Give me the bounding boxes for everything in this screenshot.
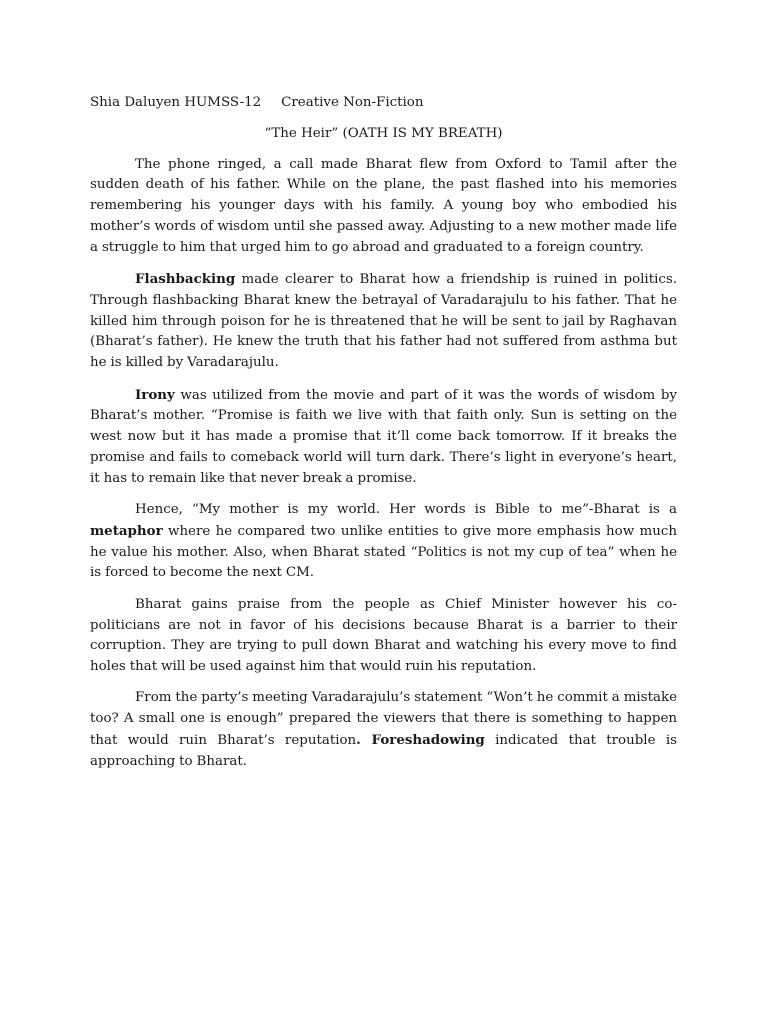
subject: Creative Non-Fiction [281, 95, 424, 110]
essay-title: “The Heir” (OATH IS MY BREATH) [264, 125, 503, 141]
bold-term: Flashbacking [135, 271, 236, 288]
paragraph-text: where he compared two unlike entities to give more emphasis how much he value his mother. Also, when Bharat stated “Politics is not my cup of tea” when he is forced to become the next CM. [90, 523, 677, 581]
bold-term: . Foreshadowing [356, 732, 485, 749]
paragraph-text: Bharat gains praise from the people as Chief Minister however his co-politicians are not in favor of his decisions because Bharat is a barrier to their corruption. They are trying to pull down Bharat and watching his every move to find holes that will be used against him that would ruin his reputation. [90, 596, 677, 675]
paragraph-2 [90, 269, 677, 374]
bold-term: metaphor [90, 522, 163, 539]
paragraph-text: From the party’s meeting Varadarajulu’s statement “Won’t he commit a mistake too? A small one is enough” prepared the viewers that there is something to happen that would ruin Bharat’s reputation [90, 690, 677, 749]
paragraph-text: made clearer to Bharat how a friendship is ruined in politics. Through flashbacking Bharat knew the betrayal of Varadarajulu to his father. That he killed him through poison for he is threatened that he will be sent to jail by Raghavan (Bharat’s father). He knew the truth that his father had not suffered from asthma but he is killed by Varadarajulu. [90, 272, 677, 371]
paragraph-text: was utilized from the movie and part of it was the words of wisdom by Bharat’s mother. “Promise is faith we live with that faith only. Sun is setting on the west now but it has made a promise that it’ll come back tomorrow. If it breaks the promise and fails to comeback world will turn dark. There’s light in everyone’s heart, it has to remain like that never break a promise. [90, 387, 677, 486]
paragraph-3 [90, 385, 677, 490]
paragraph-4 [90, 500, 677, 584]
paragraph-text: The phone ringed, a call made Bharat flew from Oxford to Tamil after the sudden death of his father. While on the plane, the past flashed into his memories remembering his younger days with his family. A young boy who embodied his mother’s words of wisdom until she passed away. Adjusting to a new mother made life a struggle to him that urged him to go abroad and graduated to a foreign country. [90, 156, 677, 255]
document-header [90, 93, 677, 114]
paragraph-5 [90, 595, 677, 678]
bold-term: Irony [135, 386, 175, 403]
paragraph-text: indicated that trouble is approaching to Bharat. [90, 733, 677, 769]
paragraph-1 [90, 155, 677, 259]
document-page [90, 93, 677, 783]
paragraph-6 [90, 688, 677, 772]
paragraph-text: Hence, “My mother is my world. Her words is Bible to me”-Bharat is a [135, 502, 677, 518]
author-class: Shia Daluyen HUMSS-12 [90, 95, 262, 110]
